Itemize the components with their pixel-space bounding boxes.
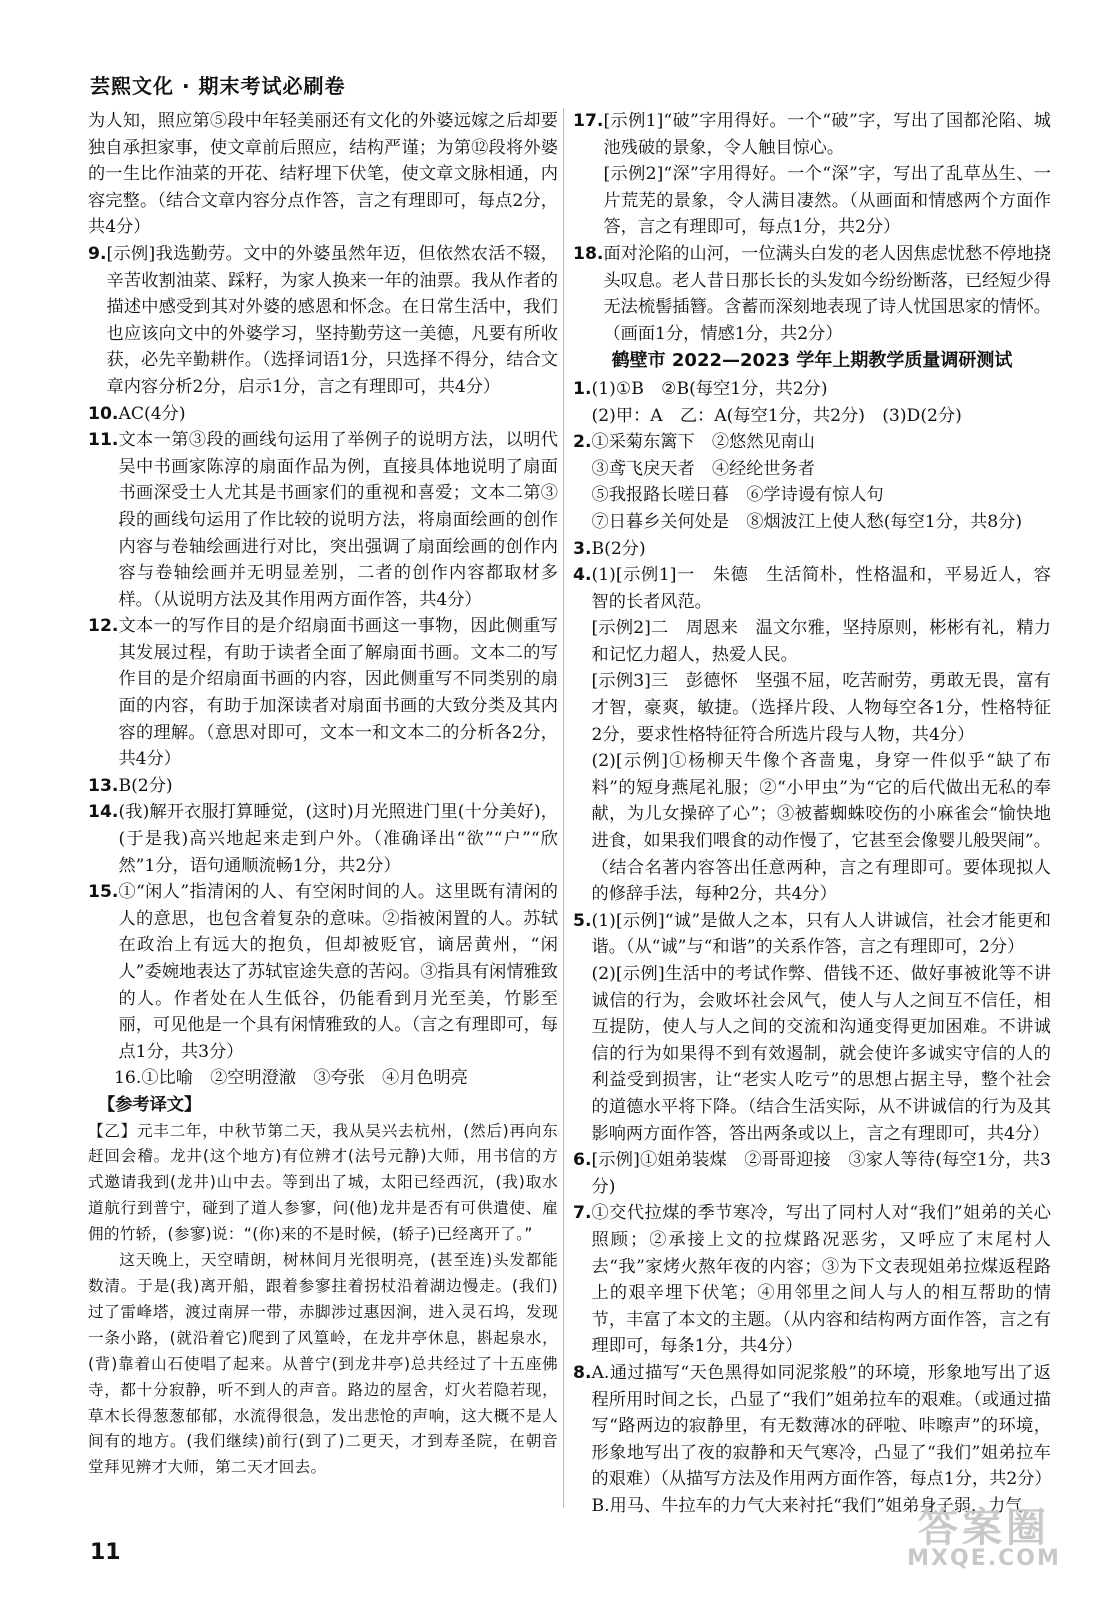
answer-text: ①“闲人”指清闲的人、有空闲时间的人。这里既有清闲的人的意思，也包含着复杂的意味。②指被闲置的人。苏轼在政治上有远大的抱负，但却被贬官，谪居黄州，“闲人”委婉地表达了苏轼宦途失意的苦闷。③指具有闲情雅致的人。作者处在人生低谷，仍能看到月光至美，竹影至丽，可见他是一个具有闲情雅致的人。（言之有理即可，每点1分，共3分）	[118, 882, 558, 1062]
answer-15	[88, 879, 558, 1065]
answer-text: B(2分)	[118, 775, 173, 796]
answer-number: 1.	[573, 378, 592, 399]
answer-text: (我)解开衣服打算睡觉，(这时)月光照进门里(十分美好)，(于是我)高兴地起来走到户外。（准确译出“欲”“户”“欣然”1分，语句通顺流畅1分，共2分）	[118, 802, 558, 876]
answer-5-part-2: (2)[示例]生活中的考试作弊、借钱不还、做好事被讹等不讲诚信的行为，会败坏社会风气，使人与人之间互不信任，相互提防，使人与人之间的交流和沟通变得更加困难。不讲诚信的行为如果得不到有效遏制，就会使许多诚实守信的人的利益受到损害，让“老实人吃亏”的思想占据主导，整个社会的道德水平将下降。（结合生活实际，从不讲诚信的行为及其影响两方面作答，答出两条或以上，言之有理即可，共4分）	[591, 964, 1051, 1144]
answer-text: ①交代拉煤的季节寒冷，写出了同村人对“我们”姐弟的关心照顾；②承接上文的拉煤路况恶劣，又呼应了末尾村人去“我”家烤火熬年夜的内容；③为下文表现姐弟拉煤返程路上的艰辛埋下伏笔；④用邻里之间人与人的相互帮助的情节，丰富了本文的主题。（从内容和结构两方面作答，言之有理即可，每条1分，共4分）	[591, 1203, 1051, 1357]
page-number: 11	[90, 1540, 121, 1565]
left-column	[88, 108, 558, 1481]
answer-number: 3.	[573, 538, 592, 559]
answer-11	[88, 427, 558, 613]
translation-paragraph-1: 【乙】元丰二年，中秋节第二天，我从吴兴去杭州，(然后)再向东赶回会稽。龙井(这个地方)有位辨才(法号元静)大师，用书信的方式邀请我到(龙井)山中去。等到出了城，太阳已经西沉，(我)取水道航行到普宁，碰到了道人参寥，问(他)龙井是否有可供遣使、雇佣的竹轿，(参寥)说：“(你)来的不是时候，(轿子)已经离开了。”	[88, 1121, 558, 1244]
answer-text: 面对沦陷的山河，一位满头白发的老人因焦虑忧愁不停地挠头叹息。老人昔日那长长的头发如今纷纷断落，已经短少得无法梳髻插簪。含蓄而深刻地表现了诗人忧国思家的情怀。（画面1分，情感1分，共2分）	[603, 243, 1051, 344]
answer-10	[88, 401, 558, 428]
page-header: 芸熙文化 · 期末考试必刷卷	[90, 74, 346, 98]
answer-text: [示例]我选勤劳。文中的外婆虽然年迈，但依然农活不辍，辛苦收割油菜、踩籽，为家人换来一年的油票。我从作者的描述中感受到其对外婆的感恩和怀念。在日常生活中，我们也应该向文中的外婆学习，坚持勤劳这一美德，凡要有所收获，必先辛勤耕作。（选择词语1分，只选择不得分，结合文章内容分析2分，启示1分，言之有理即可，共4分）	[106, 243, 558, 397]
answer-number: 11.	[88, 430, 119, 451]
answer-text: AC(4分)	[118, 403, 186, 424]
answer-number: 10.	[88, 403, 119, 424]
answer-number: 4.	[573, 565, 592, 586]
answer-16: 16.①比喻 ②空明澄澈 ③夸张 ④月色明亮	[114, 1068, 468, 1089]
answer-13	[88, 773, 558, 800]
answer-12	[88, 613, 558, 773]
answer-4-example-2: [示例2]二 周恩来 温文尔雅，坚持原则，彬彬有礼，精力和记忆力超人，热爱人民。	[591, 618, 1051, 665]
answer-2-line-4: ⑦日暮乡关何处是 ⑧烟波江上使人愁(每空1分，共8分)	[591, 511, 1023, 532]
answer-4	[573, 562, 1051, 908]
answer-4-part-2: (2)[示例]①杨柳天牛像个吝啬鬼，身穿一件似乎“缺了布料”的短身燕尾礼服；②“小甲虫”为“它的后代做出无私的奉献，为儿女操碎了心”；③被蓄蜘蛛咬伤的小麻雀会“愉快地进食，如果我们喂食的动作慢了，它甚至会像婴儿般哭闹”。（结合名著内容答出任意两种，言之有理即可。要体现拟人的修辞手法，每种2分，共4分）	[591, 751, 1051, 905]
answer-2-line-3: ⑤我报路长嗟日暮 ⑥学诗谩有惊人句	[591, 485, 884, 506]
answer-text: [示例]①姐弟装煤 ②哥哥迎接 ③家人等待(每空1分，共3分)	[591, 1150, 1051, 1197]
answer-number: 15.	[88, 882, 119, 903]
answer-6	[573, 1147, 1051, 1200]
answer-7	[573, 1200, 1051, 1360]
answer-9	[88, 241, 558, 401]
answer-number: 7.	[573, 1203, 592, 1224]
watermark-url: MXQE.COM	[907, 1546, 1061, 1571]
answer-14	[88, 799, 558, 879]
answer-1-part-2: (2)甲：A 乙：A(每空1分，共2分) (3)D(2分)	[591, 405, 962, 426]
translation-paragraph-2: 这天晚上，天空晴朗，树林间月光很明亮，(甚至连)头发都能数清。于是(我)离开船，跟着参寥拄着拐杖沿着湖边慢走。(我们)过了雷峰塔，渡过南屏一带，赤脚涉过惠因涧，进入灵石坞，发现一条小路，(就沿着它)爬到了风篁岭，在龙井亭休息，斟起泉水，(背)靠着山石使唱了起来。从普宁(到龙井亭)总共经过了十五座佛寺，都十分寂静，听不到人的声音。路边的屋舍，灯火若隐若现，草木长得葱葱郁郁，水流得很急，发出悲怆的声响，这大概不是人间有的地方。(我们继续)前行(到了)二更天，才到寿圣院，在朝音堂拜见辨才大师，第二天才回去。	[88, 1251, 558, 1477]
answer-number: 13.	[88, 775, 119, 796]
answer-17-example-2: [示例2]“深”字用得好。一个“深”字，写出了乱草丛生、一片荒芜的景象，令人满目凄然。（从画面和情感两个方面作答，言之有理即可，每点1分，共2分）	[603, 164, 1051, 238]
answer-number: 6.	[573, 1150, 592, 1171]
watermark-text: 答案圈	[918, 1505, 1050, 1551]
answer-17-example-1: [示例1]“破”字用得好。一个“破”字，写出了国都沦陷、城池残破的景象，令人触目惊心。	[603, 111, 1051, 158]
right-column	[573, 108, 1051, 1519]
answer-8-part-a: A.通过描写“天色黑得如同泥浆般”的环境，形象地写出了返程所用时间之长，凸显了“我们”姐弟拉车的艰难。（或通过描写“路两边的寂静里，有无数薄冰的砰啦、咔嚓声”的环境，形象地写出了夜的寂静和天气寒冷，凸显了“我们”姐弟拉车的艰难）（从描写方法及作用两方面作答，每点1分，共2分）	[591, 1362, 1052, 1490]
answer-number: 2.	[573, 432, 592, 453]
answer-18	[573, 241, 1051, 347]
answer-number: 8.	[573, 1362, 592, 1383]
answer-text: B(2分)	[591, 538, 646, 559]
answer-number: 9.	[88, 243, 107, 264]
answer-number: 18.	[573, 243, 604, 264]
answer-4-example-3: [示例3]三 彭德怀 坚强不屈，吃苦耐劳，勇敢无畏，富有才智，豪爽，敏捷。（选择片段、人物每空各1分，性格特征2分，要求性格特征符合所选片段与人物，共4分）	[591, 671, 1051, 745]
answer-8-continued: 为人知，照应第⑤段中年轻美丽还有文化的外婆远嫁之后却要独自承担家事，使文章前后照应，结构严谨；为第⑫段将外婆的一生比作油菜的开花、结籽埋下伏笔，使文章文脉相通，内容完整。（结合文章内容分点作答，言之有理即可，每点2分，共4分）	[88, 111, 558, 238]
answer-text: 文本一第③段的画线句运用了举例子的说明方法，以明代吴中书画家陈淳的扇面作品为例，直接具体地说明了扇面书画深受士人尤其是书画家们的重视和喜爱；文本二第③段的画线句运用了作比较的说明方法，将扇面绘画的创作内容与卷轴绘画进行对比，突出强调了扇面绘画的创作内容与卷轴绘画并无明显差别，二者的创作内容都取材多样。（从说明方法及其作用两方面作答，共4分）	[118, 430, 558, 610]
answer-1-part-1: (1)①B ②B(每空1分，共2分)	[591, 378, 828, 399]
reference-translation	[88, 1119, 558, 1482]
answer-5-part-1: (1)[示例]“诚”是做人之本，只有人人讲诚信，社会才能更和谐。（从“诚”与“和谐”的关系作答，言之有理即可，2分）	[591, 910, 1051, 958]
column-divider	[563, 108, 564, 1508]
answer-2-line-2: ③鸢飞戾天者 ④经纶世务者	[591, 458, 815, 479]
answer-number: 14.	[88, 802, 119, 823]
answer-2-line-1: ①采菊东篱下 ②悠然见南山	[591, 432, 815, 453]
section-title: 鹤壁市 2022—2023 学年上期教学质量调研测试	[611, 350, 1013, 372]
answer-4-example-1: (1)[示例1]一 朱德 生活简朴，性格温和，平易近人，容智的长者风范。	[591, 565, 1051, 612]
answer-17	[573, 108, 1051, 241]
watermark-logo	[889, 1496, 1079, 1586]
answer-text: 文本一的写作目的是介绍扇面书画这一事物，因此侧重写其发展过程，有助于读者全面了解扇面书画。文本二的写作目的是介绍扇面书画的内容，因此侧重写不同类别的扇面的内容，有助于加深读者对扇面书画的大致分类及其内容的理解。（意思对即可，文本一和文本二的分析各2分，共4分）	[118, 616, 558, 770]
answer-3	[573, 536, 1051, 563]
answer-2	[573, 429, 1051, 535]
answer-5	[573, 908, 1051, 1147]
answer-1	[573, 376, 1051, 429]
answer-number: 17.	[573, 111, 604, 131]
answer-number: 12.	[88, 616, 119, 637]
answer-number: 5.	[573, 910, 592, 931]
reference-translation-title: 【参考译文】	[98, 1094, 202, 1115]
answer-8-part-b: B.用马、牛拉车的力气大来衬托“我们”姐弟身子弱，力气	[591, 1495, 1023, 1516]
